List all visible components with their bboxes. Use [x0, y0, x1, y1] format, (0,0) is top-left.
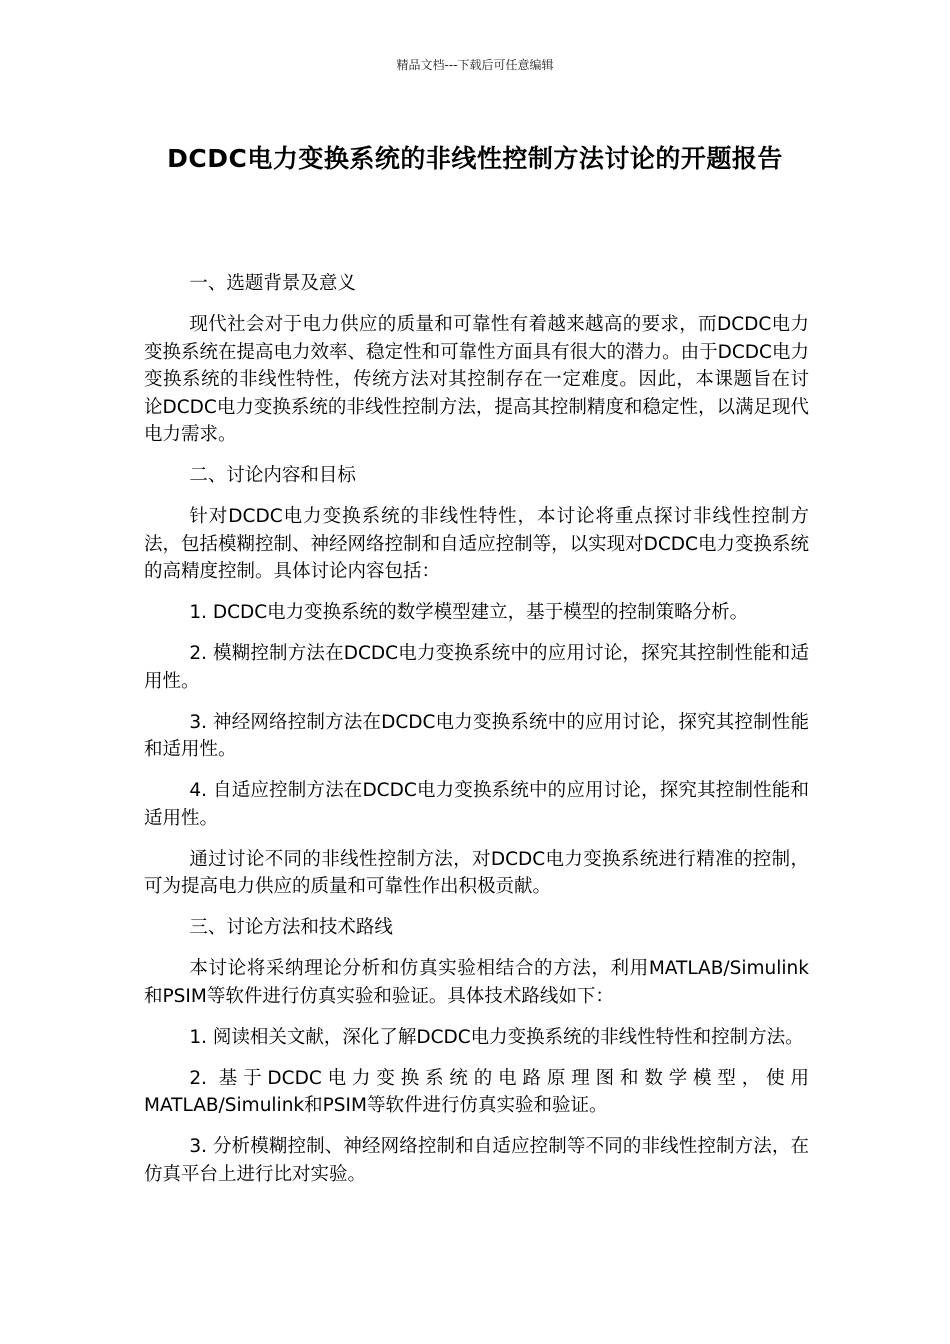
- section-2-paragraph-2: 通过讨论不同的非线性控制方法，对DCDC电力变换系统进行精准的控制，可为提高电力供应的质量和可靠性作出积极贡献。: [144, 848, 809, 897]
- section-2-heading: 二、讨论内容和目标: [189, 465, 356, 486]
- section-2-list-item-1: 1. DCDC电力变换系统的数学模型建立，基于模型的控制策略分析。: [189, 602, 749, 623]
- section-3-list-item-2: 2. 基于DCDC电力变换系统的电路原理图和数学模型，使用MATLAB/Simulink和PSIM等软件进行仿真实验和验证。: [144, 1067, 809, 1116]
- section-2-list-item-3: 3. 神经网络控制方法在DCDC电力变换系统中的应用讨论，探究其控制性能和适用性。: [144, 711, 809, 760]
- header-note: 精品文档---下载后可任意编辑: [396, 58, 554, 72]
- section-3-list-item-1: 1. 阅读相关文献，深化了解DCDC电力变换系统的非线性特性和控制方法。: [189, 1026, 804, 1048]
- section-1-heading: 一、选题背景及意义: [189, 273, 356, 294]
- section-3-paragraph-1: 本讨论将采纳理论分析和仿真实验相结合的方法，利用MATLAB/Simulink和PSIM等软件进行仿真实验和验证。具体技术路线如下：: [144, 958, 809, 1007]
- document-body: [144, 270, 809, 1202]
- section-1-paragraph-1: 现代社会对于电力供应的质量和可靠性有着越来越高的要求，而DCDC电力变换系统在提高电力效率、稳定性和可靠性方面具有很大的潜力。由于DCDC电力变换系统的非线性特性，传统方法对其控制存在一定难度。因此，本课题旨在讨论DCDC电力变换系统的非线性控制方法，提高其控制精度和稳定性，以满足现代电力需求。: [144, 314, 809, 445]
- document-title: DCDC电力变换系统的非线性控制方法讨论的开题报告: [167, 144, 783, 173]
- section-2-paragraph-1: 针对DCDC电力变换系统的非线性特性，本讨论将重点探讨非线性控制方法，包括模糊控制、神经网络控制和自适应控制等，以实现对DCDC电力变换系统的高精度控制。具体讨论内容包括：: [144, 506, 809, 582]
- section-2-list-item-4: 4. 自适应控制方法在DCDC电力变换系统中的应用讨论，探究其控制性能和适用性。: [144, 780, 809, 829]
- section-2-list-item-2: 2. 模糊控制方法在DCDC电力变换系统中的应用讨论，探究其控制性能和适用性。: [144, 643, 809, 692]
- section-3-list-item-3: 3. 分析模糊控制、神经网络控制和自适应控制等不同的非线性控制方法，在仿真平台上进行比对实验。: [144, 1136, 809, 1185]
- section-3-heading: 三、讨论方法和技术路线: [189, 917, 393, 938]
